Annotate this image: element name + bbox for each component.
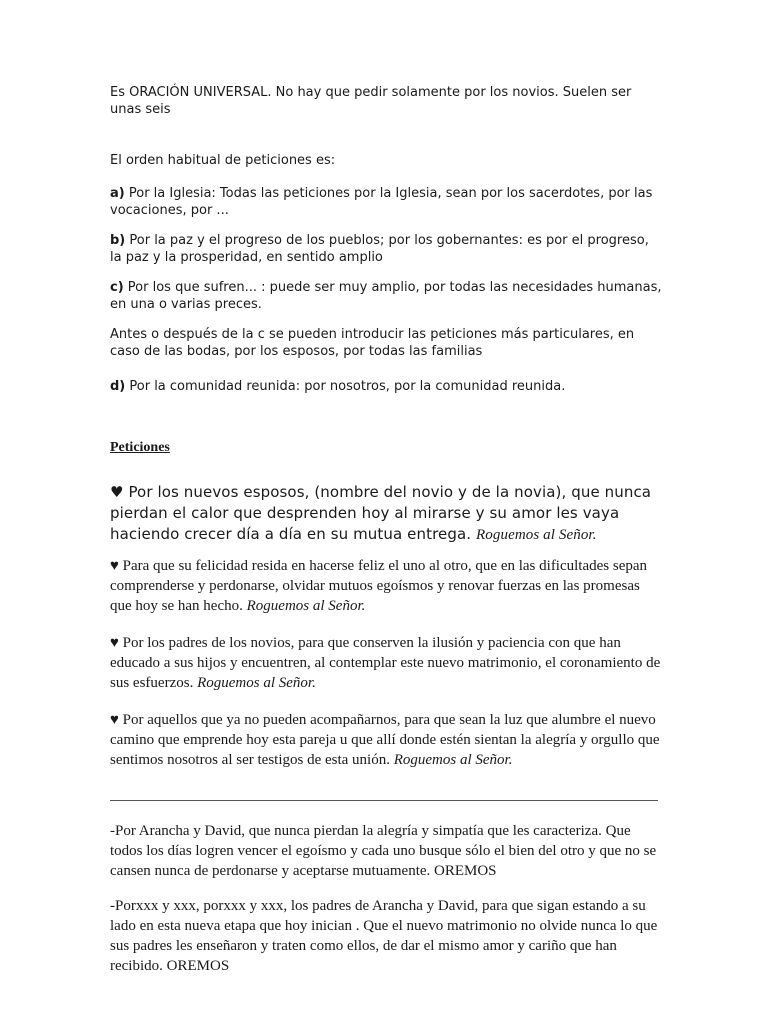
petition-item xyxy=(110,556,662,616)
order-item-c xyxy=(110,279,662,313)
petition-item xyxy=(110,633,662,693)
order-letter-d: d) xyxy=(110,379,126,394)
document-page xyxy=(110,84,662,976)
order-item-b xyxy=(110,232,662,266)
order-text-d: Por la comunidad reunida: por nosotros, por la comunidad reunida. xyxy=(129,379,566,394)
extra-petition: -Porxxx y xxx, porxxx y xxx, los padres de Arancha y David, para que sigan estando a su lado en esta nueva etapa que hoy inician . Que el nuevo matrimonio no olvide nunca lo que sus padres les enseñaron y traten como ellos, de dar el mismo amor y cariño que han recibido. OREMOS xyxy=(110,898,658,974)
particular-note: Antes o después de la c se pueden introducir las peticiones más particulares, en caso de las bodas, por los esposos, por todas las familias xyxy=(110,327,635,359)
order-title: El orden habitual de peticiones es: xyxy=(110,153,336,168)
petition-item xyxy=(110,710,662,770)
heart-icon: ♥ xyxy=(110,483,124,501)
petition-response: Roguemos al Señor. xyxy=(476,527,597,543)
order-text-b: Por la paz y el progreso de los pueblos; por los gobernantes: es por el progreso, la paz y la prosperidad, en sentido amplio xyxy=(110,233,649,265)
petition-item xyxy=(110,482,662,545)
intro-paragraph: Es ORACIÓN UNIVERSAL. No hay que pedir solamente por los novios. Suelen ser unas seis xyxy=(110,85,632,117)
order-letter-a: a) xyxy=(110,186,125,201)
peticiones-heading: Peticiones xyxy=(110,440,170,455)
petition-text: Por los padres de los novios, para que conserven la ilusión y paciencia con que han educado a sus hijos y encuentren, al contemplar este nuevo matrimonio, el coronamiento de sus esfuerzos. xyxy=(110,635,661,691)
heart-icon: ♥ xyxy=(110,712,119,728)
petition-response: Roguemos al Señor. xyxy=(197,675,316,691)
petition-text: Para que su felicidad resida en hacerse feliz el uno al otro, que en las dificultades sepan comprenderse y perdonarse, olvidar mutuos egoísmos y renovar fuerzas en las promesas que hoy se han hecho. xyxy=(110,558,648,614)
order-letter-b: b) xyxy=(110,233,126,248)
heart-icon: ♥ xyxy=(110,635,119,651)
order-item-d xyxy=(110,378,662,395)
petition-response: Roguemos al Señor. xyxy=(393,752,513,768)
order-text-a: Por la Iglesia: Todas las peticiones por la Iglesia, sean por los sacerdotes, por las vocaciones, por ... xyxy=(110,186,653,218)
petition-text: Por los nuevos esposos, (nombre del novio y de la novia), que nunca pierdan el calor que desprenden hoy al mirarse y su amor les vaya haciendo crecer día a día en su mutua entrega. xyxy=(110,483,652,543)
horizontal-divider xyxy=(110,800,658,801)
heart-icon: ♥ xyxy=(110,558,119,574)
order-text-c: Por los que sufren... : puede ser muy amplio, por todas las necesidades humanas, en una o varias preces. xyxy=(110,280,662,312)
order-letter-c: c) xyxy=(110,280,124,295)
petition-text: Por aquellos que ya no pueden acompañarnos, para que sean la luz que alumbre el nuevo camino que emprende hoy esta pareja u que allí donde estén sientan la alegría y orgullo que sentimos nosotros al ser testigos de esta unión. xyxy=(110,712,660,768)
petition-response: Roguemos al Señor. xyxy=(246,598,366,614)
extra-petition: -Por Arancha y David, que nunca pierdan la alegría y simpatía que les caracteriza. Que todos los días logren vencer el egoísmo y cada uno busque sólo el bien del otro y que no se cansen nunca de perdonarse y aceptarse mutuamente. OREMOS xyxy=(110,823,657,879)
order-item-a xyxy=(110,185,662,219)
